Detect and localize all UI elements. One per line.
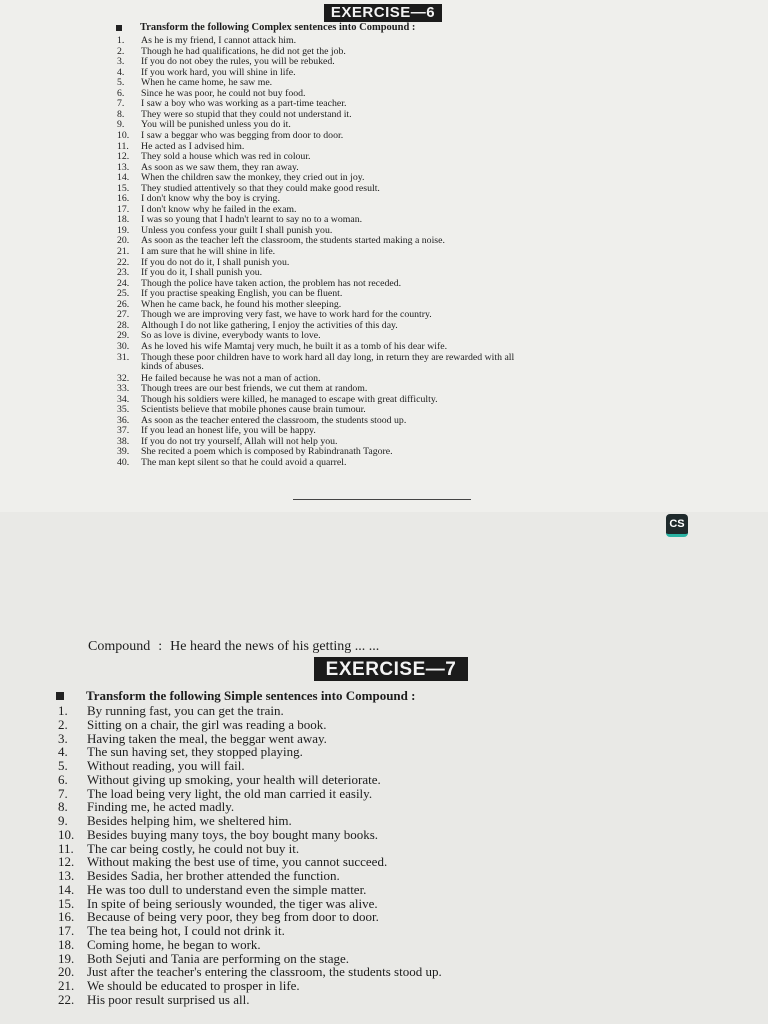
- item-text: We should be educated to prosper in life.: [87, 978, 300, 993]
- list-item: [117, 279, 401, 289]
- list-item: [117, 68, 296, 78]
- item-text: When he came home, he saw me.: [141, 77, 273, 89]
- item-text: I don't know why the boy is crying.: [141, 193, 280, 205]
- list-item: [117, 289, 342, 299]
- item-text: If you lead an honest life, you will be happy.: [141, 425, 316, 437]
- item-number: 33.: [117, 383, 130, 395]
- list-item: [117, 131, 343, 141]
- item-text: When the children saw the monkey, they cried out in joy.: [141, 172, 365, 184]
- item-text: Though his soldiers were killed, he managed to escape with great difficulty.: [141, 393, 438, 405]
- item-text: The man kept silent so that he could avoid a quarrel.: [141, 457, 347, 468]
- item-number: 14.: [58, 881, 75, 897]
- square-bullet-icon: [56, 692, 64, 700]
- list-item: [58, 993, 249, 1007]
- item-number: 25.: [117, 288, 130, 300]
- item-number: 18.: [117, 214, 130, 226]
- list-item: [58, 745, 303, 759]
- exercise-7-instruction: [56, 688, 415, 704]
- list-item: [117, 426, 316, 436]
- item-number: 10.: [117, 129, 130, 141]
- item-text: Without reading, you will fail.: [87, 758, 245, 773]
- item-number: 37.: [117, 425, 130, 437]
- square-bullet-icon: [116, 25, 122, 31]
- item-number: 28.: [117, 319, 130, 331]
- list-item: [117, 395, 438, 405]
- item-text: Because of being very poor, they beg from door to door.: [87, 909, 379, 925]
- list-item: [58, 855, 387, 869]
- item-text: Unless you confess your guilt I shall punish you.: [141, 224, 333, 236]
- list-item: [117, 57, 335, 67]
- item-text: He was too dull to understand even the simple matter.: [87, 881, 367, 897]
- list-item: [58, 952, 349, 966]
- item-number: 4.: [58, 744, 68, 760]
- item-text: Scientists believe that mobile phones cause brain tumour.: [141, 404, 366, 416]
- item-text: I am sure that he will shine in life.: [141, 246, 276, 257]
- list-item: [117, 331, 321, 341]
- item-text: I don't know why he failed in the exam.: [141, 203, 297, 215]
- item-number: 4.: [117, 66, 125, 78]
- item-number: 16.: [117, 193, 130, 205]
- item-text: Though these poor children have to work hard all day long, in return they are rewarded with all: [141, 351, 515, 363]
- item-number: 19.: [58, 950, 75, 966]
- item-text: Having taken the meal, the beggar went away.: [87, 730, 327, 746]
- item-number: 10.: [58, 826, 75, 842]
- item-number: 29.: [117, 330, 130, 342]
- item-text: As soon as the teacher left the classroom, the students started making a noise.: [141, 235, 445, 247]
- item-number: 9.: [58, 813, 68, 828]
- item-text: I was so young that I hadn't learnt to say no to a woman.: [141, 214, 363, 226]
- divider: [293, 499, 471, 500]
- list-item: [117, 384, 367, 394]
- item-number: 15.: [58, 895, 75, 911]
- item-text: If you do it, I shall punish you.: [141, 267, 263, 279]
- item-text: Finding me, he acted madly.: [87, 799, 235, 815]
- item-number: 31.: [117, 351, 130, 363]
- item-text: You will be punished unless you do it.: [141, 119, 291, 131]
- list-item: [117, 110, 352, 120]
- item-number: 8.: [117, 108, 125, 120]
- list-item: [58, 924, 285, 938]
- item-number: 7.: [117, 98, 125, 110]
- list-item: [117, 405, 366, 415]
- item-text: By running fast, you can get the train.: [87, 703, 284, 718]
- list-item: [117, 321, 398, 331]
- list-item: [117, 89, 306, 99]
- item-text: The sun having set, they stopped playing.: [87, 744, 303, 760]
- item-text: I saw a boy who was working as a part-time teacher.: [141, 98, 347, 110]
- list-item: [117, 236, 445, 246]
- item-text: They sold a house which was red in colour.: [141, 151, 311, 163]
- item-text: They were so stupid that they could not understand it.: [141, 108, 352, 120]
- item-number: 18.: [58, 936, 75, 952]
- item-number: 17.: [58, 923, 75, 938]
- item-number: 13.: [117, 161, 130, 173]
- list-item: [58, 814, 292, 828]
- item-text: The load being very light, the old man carried it easily.: [87, 785, 373, 801]
- list-item: [117, 78, 272, 88]
- list-item: [58, 842, 299, 856]
- list-item: [58, 773, 381, 787]
- item-number: 3.: [58, 730, 68, 746]
- item-text: Without giving up smoking, your health will deteriorate.: [87, 771, 381, 787]
- list-item: [117, 163, 299, 173]
- camscanner-logo: CS: [666, 514, 688, 537]
- item-text: Though he had qualifications, he did not get the job.: [141, 45, 346, 57]
- item-text: Besides helping him, we sheltered him.: [87, 813, 292, 828]
- list-item: [58, 869, 340, 883]
- item-number: 16.: [58, 909, 75, 925]
- list-item: [58, 938, 261, 952]
- item-number: 6.: [58, 771, 68, 787]
- item-text: If you work hard, you will shine in life.: [141, 66, 296, 78]
- item-number: 17.: [117, 203, 130, 215]
- list-item: [58, 910, 379, 924]
- list-item: [117, 142, 244, 152]
- item-text: Without making the best use of time, you cannot succeed.: [87, 854, 388, 870]
- list-item: [117, 310, 432, 320]
- list-item: [117, 173, 364, 183]
- item-text: He acted as I advised him.: [141, 140, 245, 152]
- list-item: [58, 800, 234, 814]
- item-number: 12.: [117, 151, 130, 163]
- exercise-7-heading: EXERCISE—7: [314, 657, 468, 681]
- item-number: 22.: [117, 256, 130, 268]
- list-item: [58, 718, 327, 732]
- item-text: Coming home, he began to work.: [87, 936, 261, 952]
- item-text: Since he was poor, he could not buy food.: [141, 87, 306, 99]
- item-text: If you do not do it, I shall punish you.: [141, 256, 290, 268]
- compound-label: Compound: [88, 639, 151, 654]
- item-number: 5.: [58, 758, 68, 773]
- item-number: 12.: [58, 854, 75, 870]
- item-number: 2.: [117, 45, 125, 57]
- compound-example: [88, 639, 379, 655]
- item-number: 19.: [117, 224, 130, 236]
- item-number: 34.: [117, 393, 130, 405]
- compound-separator: :: [158, 639, 163, 654]
- list-item: [58, 759, 245, 773]
- exercise-6-instruction-text: Transform the following Complex sentences into Compound :: [140, 22, 416, 33]
- item-text: Although I do not like gathering, I enjoy the activities of this day.: [141, 319, 398, 331]
- item-text: As soon as the teacher entered the classroom, the students stood up.: [141, 414, 407, 426]
- item-number: 3.: [117, 56, 125, 68]
- list-item: [117, 36, 296, 46]
- item-number: 27.: [117, 309, 130, 321]
- item-number: 22.: [58, 991, 75, 1007]
- list-item: [117, 47, 346, 57]
- item-number: 7.: [58, 785, 68, 801]
- item-number: 23.: [117, 267, 130, 279]
- item-number: 20.: [58, 964, 75, 980]
- list-item: [117, 120, 291, 130]
- item-number: 8.: [58, 799, 68, 815]
- list-item: [117, 226, 332, 236]
- item-number: 6.: [117, 87, 125, 99]
- item-text: They studied attentively so that they could make good result.: [141, 182, 380, 194]
- item-number: 11.: [58, 840, 74, 856]
- list-item: [58, 883, 366, 897]
- list-item: [58, 787, 372, 801]
- item-text: Though the police have taken action, the problem has not receded.: [141, 277, 402, 289]
- item-text: She recited a poem which is composed by Rabindranath Tagore.: [141, 446, 393, 458]
- item-number: 1.: [58, 703, 68, 718]
- item-number: 13.: [58, 868, 75, 883]
- list-item: [117, 437, 337, 447]
- list-item-continuation: kinds of abuses.: [141, 361, 204, 373]
- item-number: 1.: [117, 35, 125, 46]
- compound-text: He heard the news of his getting ... ...: [170, 639, 380, 654]
- item-text: If you practise speaking English, you can be fluent.: [141, 288, 343, 300]
- list-item: [58, 897, 378, 911]
- list-item: [117, 416, 406, 426]
- item-text: If you do not try yourself, Allah will not help you.: [141, 435, 338, 447]
- item-text: He failed because he was not a man of action.: [141, 372, 321, 384]
- item-text: Besides buying many toys, the boy bought many books.: [87, 826, 379, 842]
- item-number: 36.: [117, 414, 130, 426]
- list-item: [117, 194, 280, 204]
- item-text: As he is my friend, I cannot attack him.: [141, 35, 297, 46]
- item-number: 11.: [117, 140, 129, 152]
- item-text: Just after the teacher's entering the classroom, the students stood up.: [87, 964, 442, 980]
- exercise-6-heading: EXERCISE—6: [324, 4, 442, 22]
- list-item: [117, 215, 362, 225]
- item-text: As he loved his wife Mamtaj very much, he built it as a tomb of his dear wife.: [141, 340, 448, 352]
- list-item: [117, 268, 262, 278]
- list-item: [117, 374, 321, 384]
- item-number: 14.: [117, 172, 130, 184]
- list-item: [58, 979, 300, 993]
- item-number: 20.: [117, 235, 130, 247]
- item-number: 30.: [117, 340, 130, 352]
- item-text: I saw a beggar who was begging from door to door.: [141, 129, 344, 141]
- list-item: [117, 300, 341, 310]
- item-number: 9.: [117, 119, 125, 131]
- item-text: In spite of being seriously wounded, the tiger was alive.: [87, 895, 378, 911]
- item-text: When he came back, he found his mother sleeping.: [141, 298, 342, 310]
- item-number: 2.: [58, 716, 68, 732]
- item-number: 32.: [117, 372, 130, 384]
- list-item: [117, 152, 311, 162]
- item-text: Both Sejuti and Tania are performing on the stage.: [87, 950, 350, 966]
- item-text: His poor result surprised us all.: [87, 991, 250, 1007]
- item-number: 21.: [117, 246, 130, 257]
- list-item: [117, 99, 346, 109]
- item-number: 24.: [117, 277, 130, 289]
- exercise-7-instruction-text: Transform the following Simple sentences into Compound :: [86, 688, 416, 703]
- list-item: [58, 965, 442, 979]
- item-text: Besides Sadia, her brother attended the function.: [87, 868, 340, 883]
- list-item: [58, 828, 378, 842]
- item-number: 40.: [117, 457, 130, 468]
- item-number: 21.: [58, 978, 75, 993]
- item-text: The car being costly, he could not buy it.: [87, 840, 300, 856]
- item-text: So as love is divine, everybody wants to love.: [141, 330, 321, 342]
- list-item: [117, 205, 296, 215]
- list-item: [117, 342, 447, 352]
- item-number: 5.: [117, 77, 125, 89]
- exercise-6-instruction: [116, 22, 415, 33]
- item-text: Though trees are our best friends, we cut them at random.: [141, 383, 368, 395]
- item-number: 39.: [117, 446, 130, 458]
- list-item: [117, 247, 275, 257]
- list-item: [117, 447, 393, 457]
- item-text: The tea being hot, I could not drink it.: [87, 923, 285, 938]
- item-number: 15.: [117, 182, 130, 194]
- item-text: Sitting on a chair, the girl was reading a book.: [87, 716, 327, 732]
- list-item: [58, 732, 327, 746]
- item-number: 26.: [117, 298, 130, 310]
- item-text: As soon as we saw them, they ran away.: [141, 161, 299, 173]
- item-number: 38.: [117, 435, 130, 447]
- list-item: [117, 258, 289, 268]
- item-text: If you do not obey the rules, you will be rebuked.: [141, 56, 335, 68]
- list-item: [117, 458, 346, 468]
- list-item: [58, 704, 284, 718]
- item-number: 35.: [117, 404, 130, 416]
- list-item: [117, 184, 380, 194]
- item-text: Though we are improving very fast, we have to work hard for the country.: [141, 309, 432, 321]
